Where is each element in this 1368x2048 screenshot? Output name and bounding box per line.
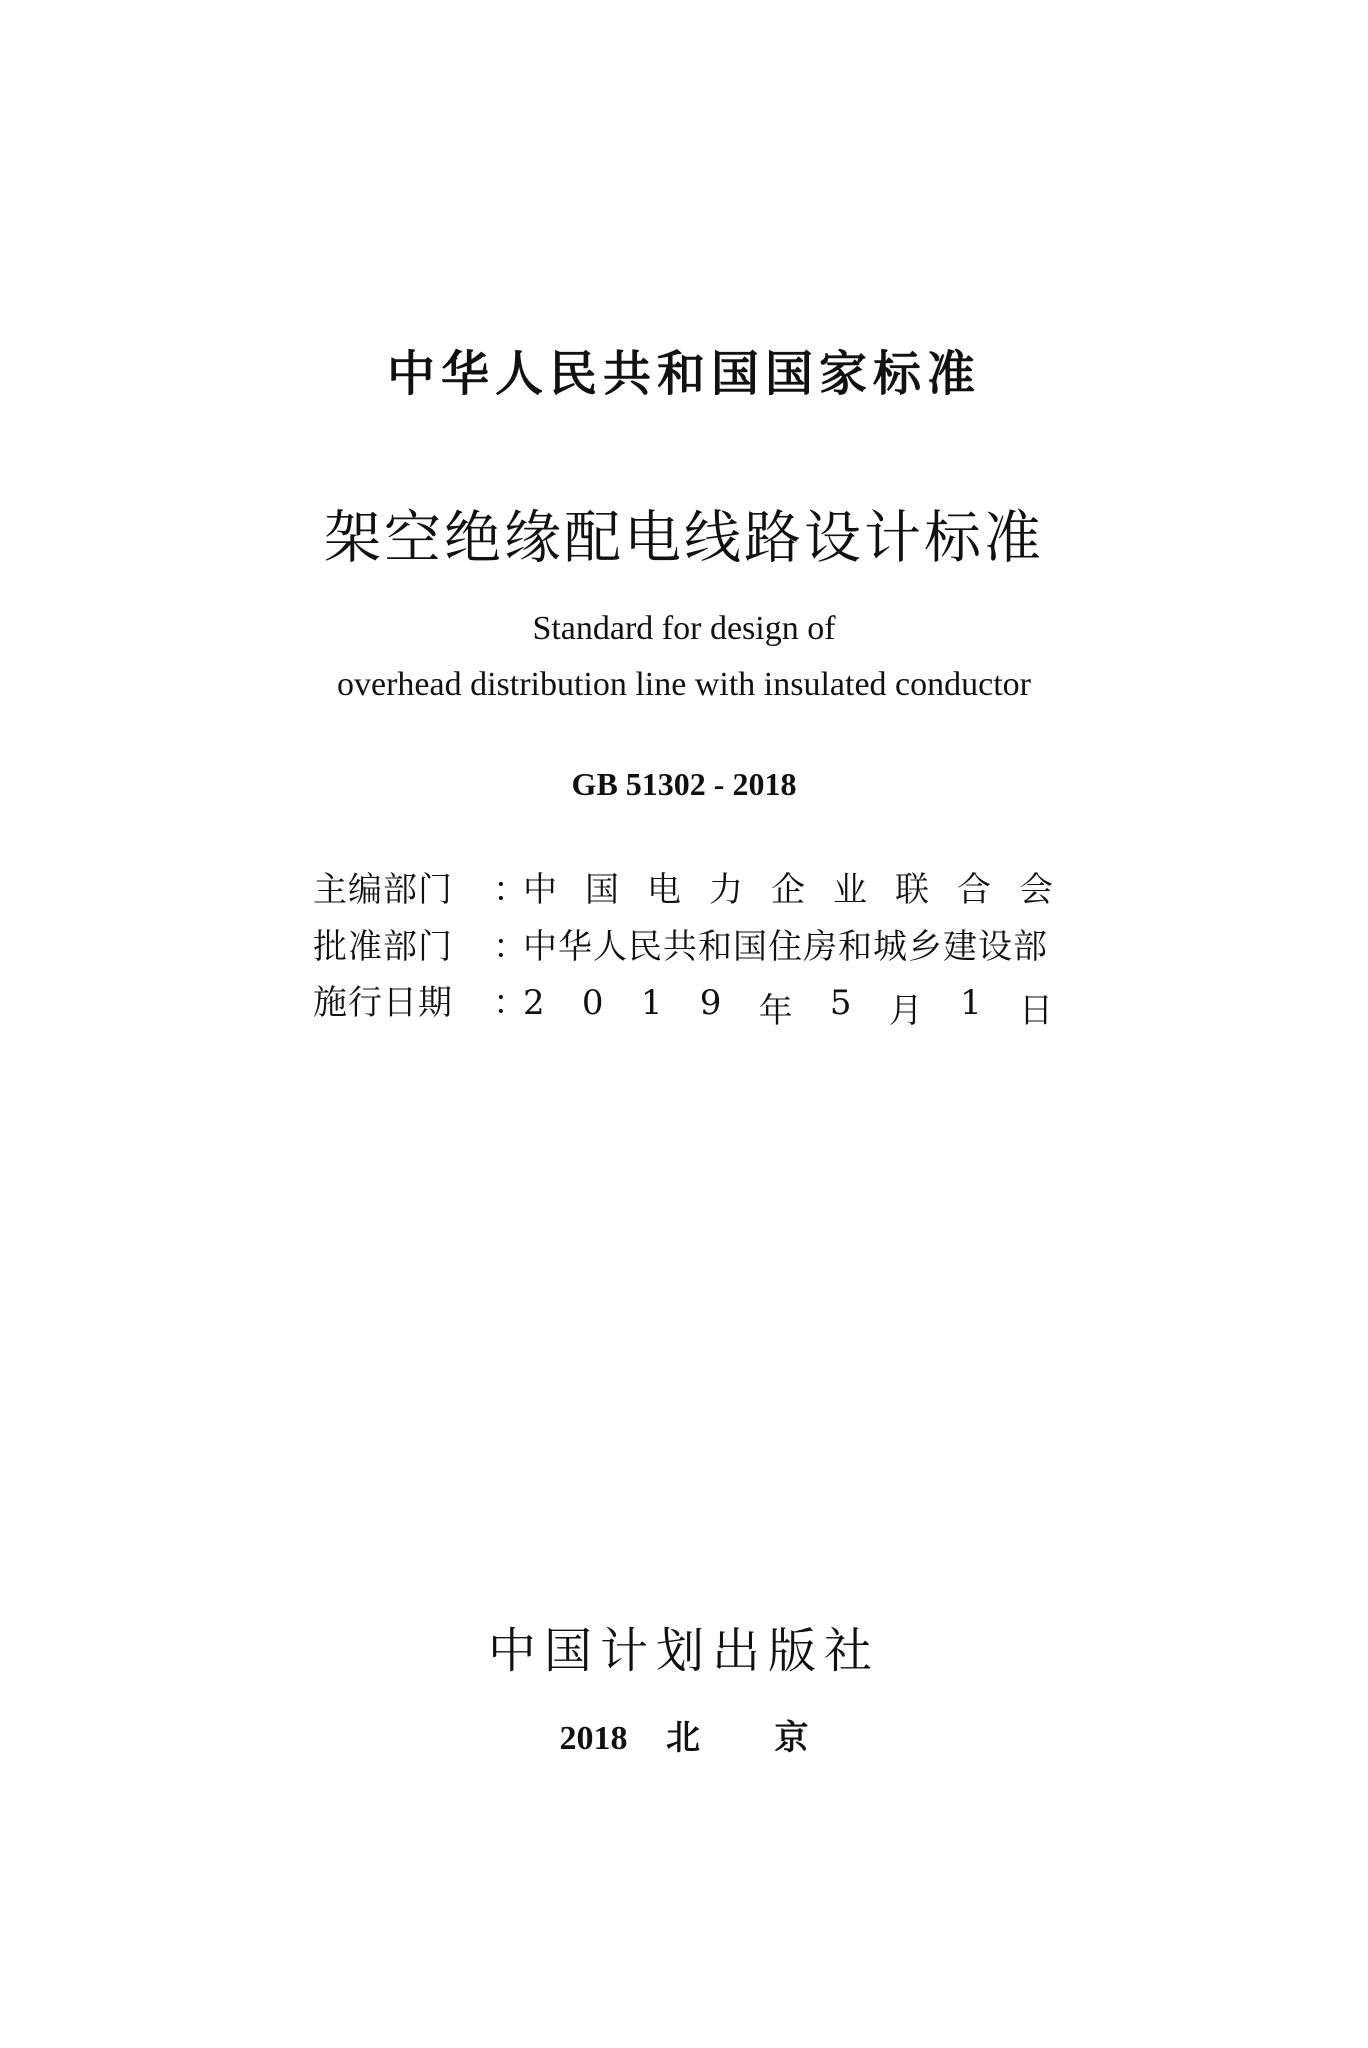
meta-separator: ： bbox=[493, 983, 527, 1023]
document-title-english-line2: overhead distribution line with insulated conductor bbox=[336, 666, 1031, 703]
meta-char: 合 bbox=[957, 870, 991, 910]
meta-char: 月 bbox=[888, 991, 923, 1031]
meta-separator: ： bbox=[493, 870, 527, 910]
meta-separator: ： bbox=[493, 927, 527, 967]
meta-char: 电 bbox=[647, 870, 681, 910]
meta-char: 1 bbox=[640, 983, 663, 1023]
meta-label-editor: 主编部门 bbox=[313, 870, 453, 910]
meta-char: 中 bbox=[523, 870, 557, 910]
meta-char: 年 bbox=[758, 991, 793, 1031]
meta-value-effective-date bbox=[523, 983, 1053, 1032]
meta-row-effective-date bbox=[313, 975, 1053, 1032]
meta-char: 5 bbox=[829, 983, 852, 1023]
meta-row-approver bbox=[313, 919, 1053, 968]
meta-char: 会 bbox=[1019, 870, 1053, 910]
meta-row-editor bbox=[313, 862, 1053, 911]
meta-char: 1 bbox=[960, 983, 982, 1023]
standard-code: GB 51302 - 2018 bbox=[571, 766, 797, 802]
meta-char: 业 bbox=[833, 870, 867, 910]
meta-char: 0 bbox=[581, 983, 604, 1023]
publication-year: 2018 bbox=[559, 1720, 628, 1757]
meta-char: 日 bbox=[1018, 991, 1053, 1031]
meta-value-editor bbox=[523, 862, 1053, 911]
publication-year-city bbox=[0, 1710, 1368, 1759]
document-title-english-line1: Standard for design of bbox=[532, 610, 836, 647]
meta-char: 2 bbox=[523, 983, 545, 1023]
meta-value-approver: 中华人民共和国住房和城乡建设部 bbox=[523, 927, 1048, 967]
standard-series-heading: 中华人民共和国国家标准 bbox=[386, 346, 981, 402]
publisher-name: 中国计划出版社 bbox=[487, 1623, 880, 1679]
publication-city-char: 京 bbox=[774, 1720, 809, 1757]
meta-char: 9 bbox=[699, 983, 722, 1023]
document-title-chinese: 架空绝缘配电线路设计标准 bbox=[324, 505, 1044, 571]
meta-char: 联 bbox=[895, 870, 929, 910]
meta-label-approver: 批准部门 bbox=[313, 927, 453, 967]
meta-label-effective-date: 施行日期 bbox=[313, 983, 453, 1023]
meta-char: 力 bbox=[709, 870, 743, 910]
meta-char: 国 bbox=[585, 870, 619, 910]
publication-city-char: 北 bbox=[666, 1720, 700, 1757]
meta-char: 企 bbox=[771, 870, 805, 910]
